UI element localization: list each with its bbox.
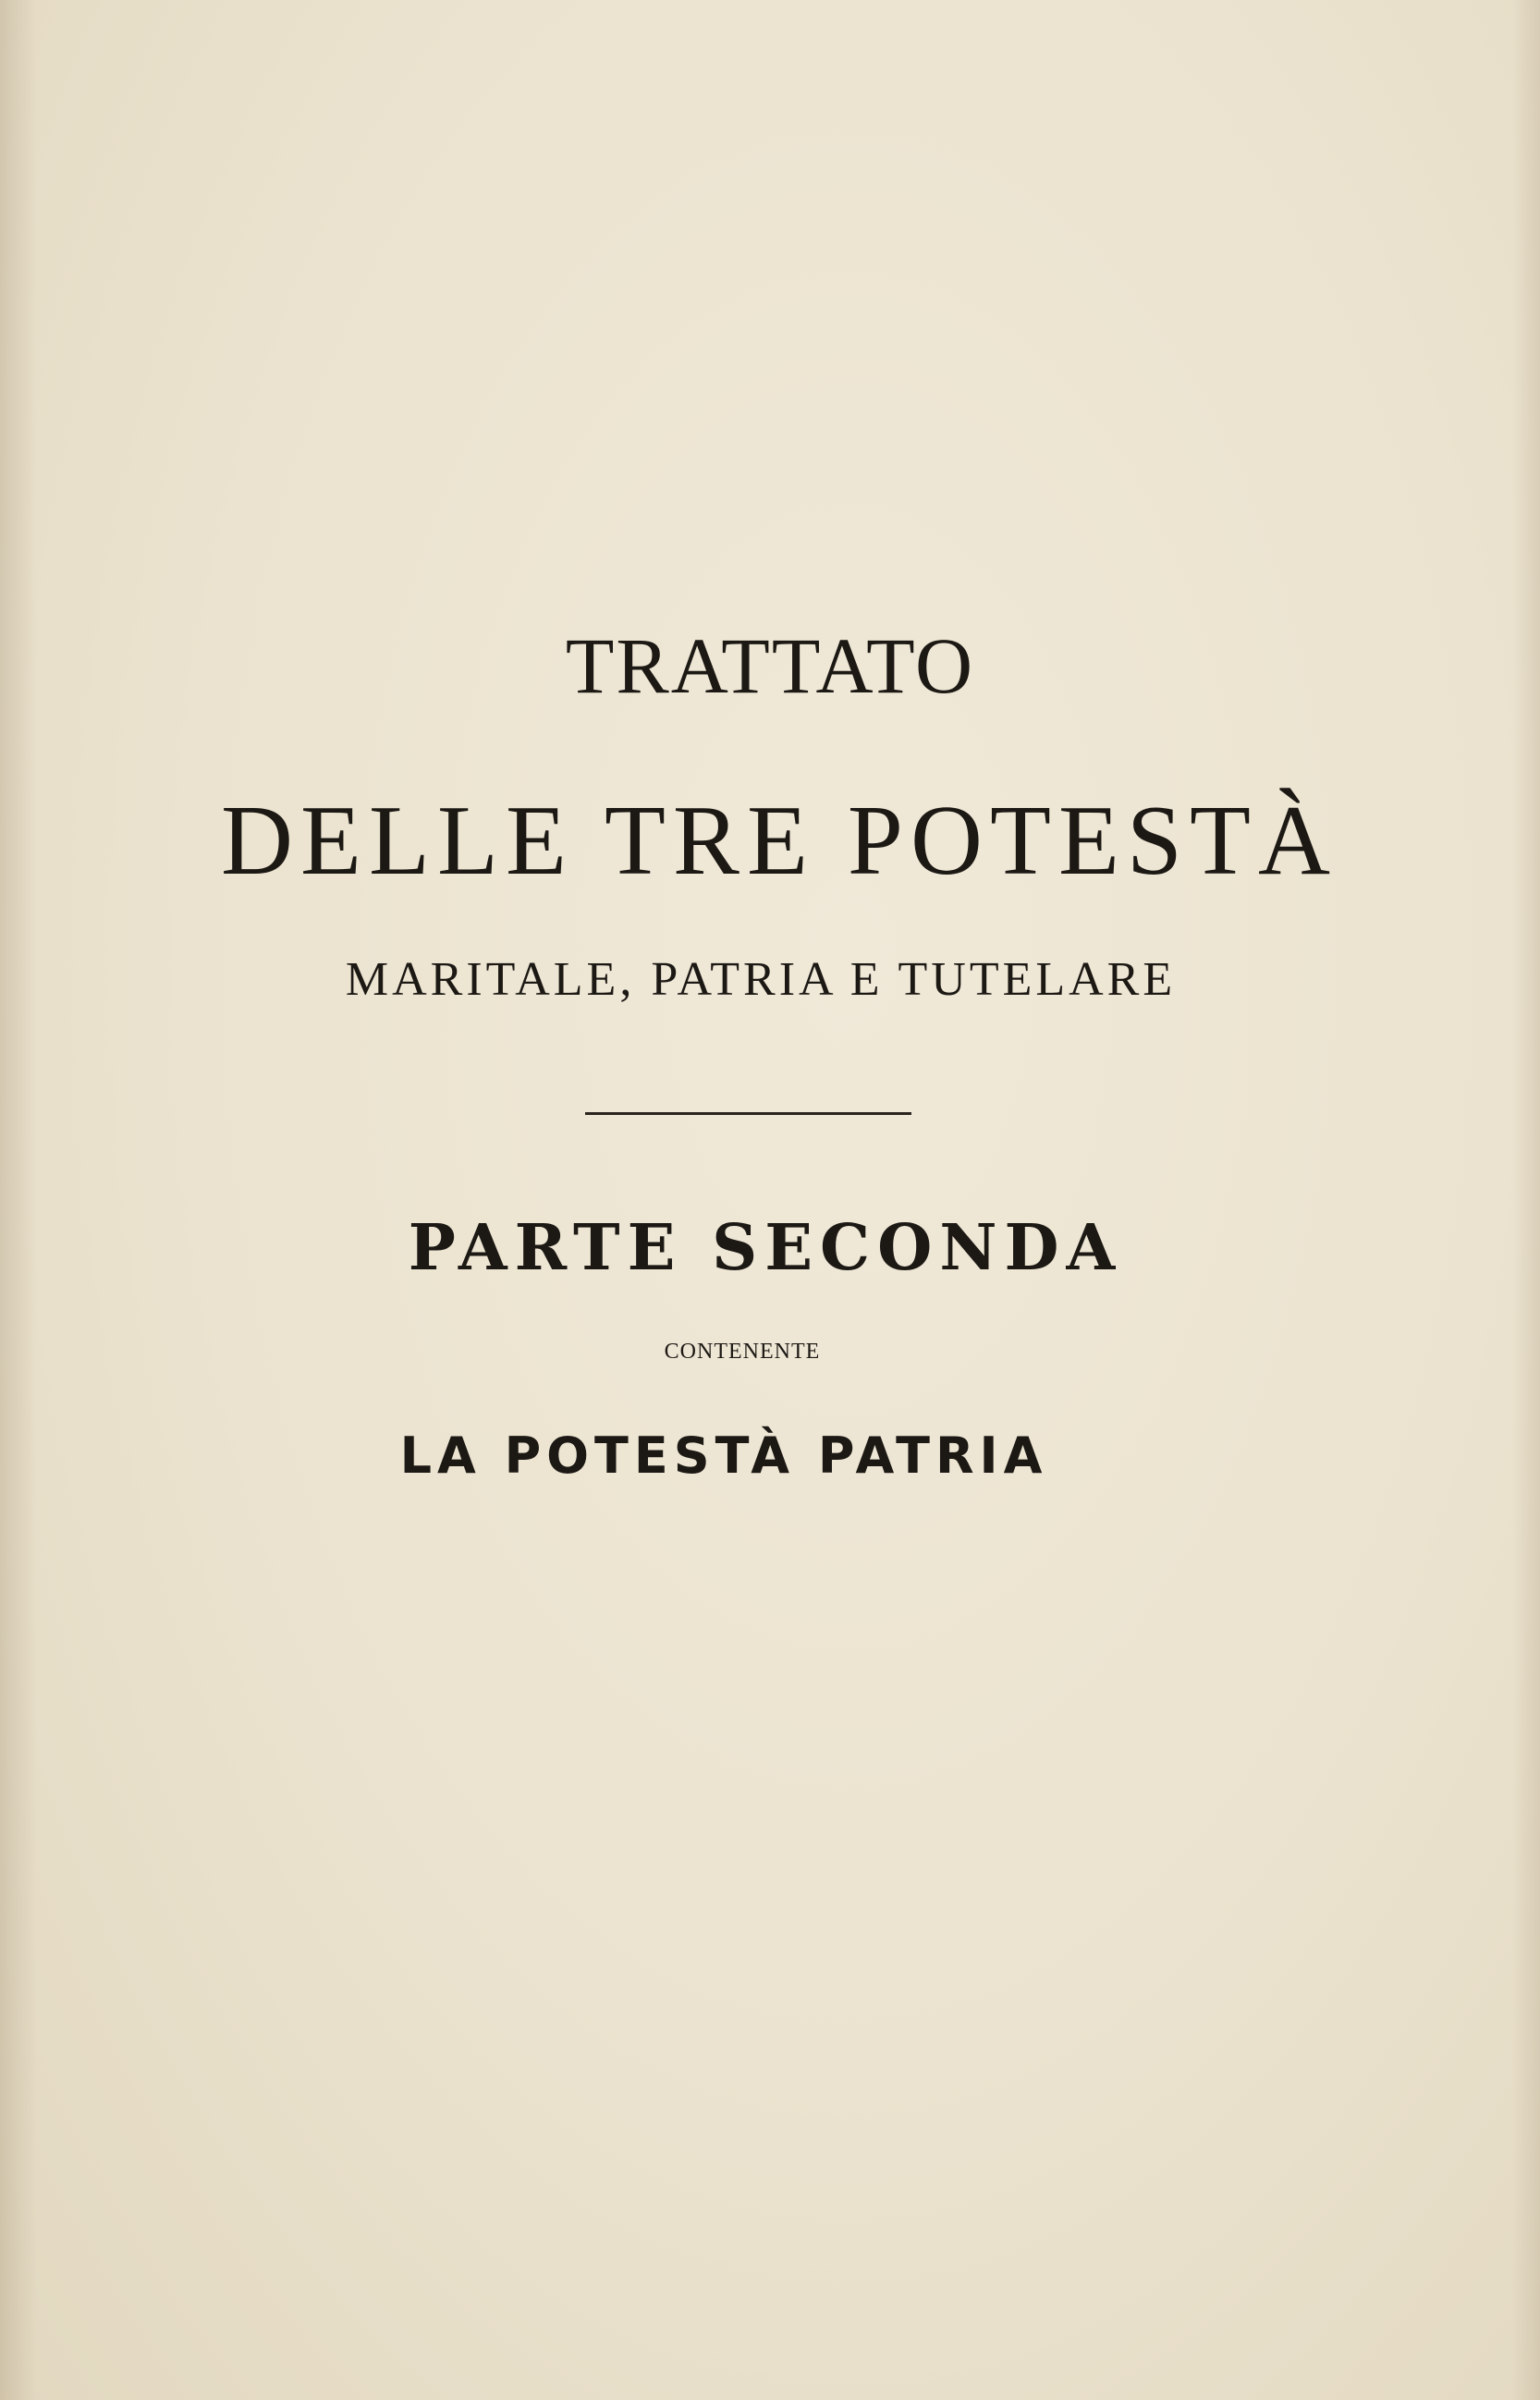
title-subheading: MARITALE, PATRIA E TUTELARE xyxy=(345,953,1177,1006)
title-main: DELLE TRE POTESTÀ xyxy=(221,786,1338,896)
page-edge-shadow-left xyxy=(0,0,37,2400)
title-trattato: TRATTATO xyxy=(565,621,975,710)
contenente-label: CONTENENTE xyxy=(664,1340,821,1364)
horizontal-rule xyxy=(585,1112,911,1115)
section-subtitle: LA POTESTÀ PATRIA xyxy=(399,1427,1048,1485)
part-heading: PARTE SECONDA xyxy=(408,1211,1123,1285)
page-edge-shadow-right xyxy=(1512,0,1540,2400)
